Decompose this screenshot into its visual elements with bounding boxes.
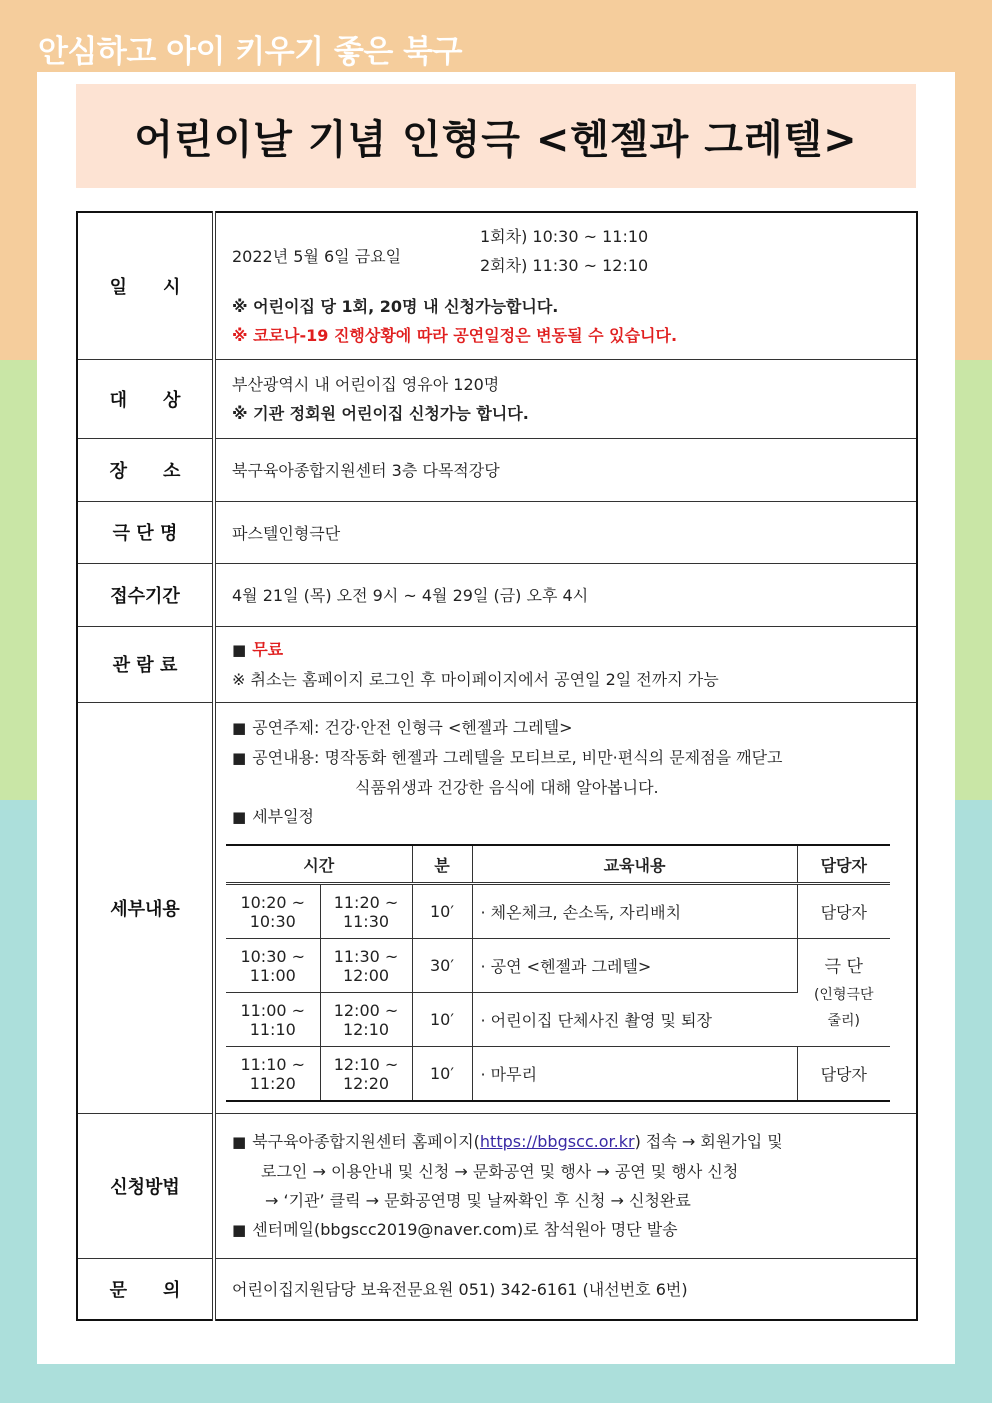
apply-line-1a: 북구육아종합지원센터 홈페이지( [252,1131,480,1151]
bullet-square-icon: ■ [232,1132,247,1151]
label-troupe: 극 단 명 [77,501,214,563]
cell-min: 30′ [412,939,472,993]
covid-note: ※ 코로나-19 진행상황에 따라 공연일정은 변동될 수 있습니다. [232,325,678,345]
cell-content: · 마무리 [472,1047,797,1102]
fee-free: 무료 [252,639,284,659]
schedule-table [226,844,890,1102]
cancel-note: ※ 취소는 홈페이지 로그인 후 마이페이지에서 공연일 2일 전까지 가능 [232,669,719,689]
time1-start: 10:20 ~ [240,892,306,912]
session-2: 2회차) 11:30 ~ 12:10 [480,255,649,275]
troupe-person-sub1: (인형극단 [813,986,874,1003]
label-schedule: 일 시 [77,212,214,359]
time2-end: 12:00 [342,965,390,985]
row-contact [77,1258,917,1320]
apply-line-2: 로그인 → 이용안내 및 신청 → 문화공연 및 행사 → 공연 및 행사 신청 [261,1161,739,1181]
cell-content: · 체온체크, 손소독, 자리배치 [472,884,797,939]
troupe-person: 극 단 [824,956,863,977]
bullet-square-icon: ■ [232,749,247,767]
row-schedule [77,212,917,359]
cell-min: 10′ [412,884,472,939]
header-person: 담당자 [797,845,890,884]
page-title: 어린이날 기념 인형극 <헨젤과 그레텔> [134,116,858,163]
table-row [226,884,890,939]
place-value: 북구육아종합지원센터 3층 다목적강당 [214,438,917,501]
table-row [226,939,890,993]
row-detail [77,702,917,1113]
period-value: 4월 21일 (목) 오전 9시 ~ 4월 29일 (금) 오후 4시 [214,563,917,626]
troupe-person-sub2: 줄리) [827,1012,860,1029]
detail-content-1: 공연내용: 명작동화 헨젤과 그레텔을 모티브로, 비만·편식의 문제점을 깨닫고 [252,748,783,767]
cell-min: 10′ [412,993,472,1047]
time2-start: 12:10 ~ [333,1054,399,1074]
label-target: 대 상 [77,359,214,438]
apply-line-3: → ‘기관’ 클릭 → 문화공연명 및 날짜확인 후 신청 → 신청완료 [265,1190,691,1210]
time2-start: 12:00 ~ [333,1000,399,1020]
time1-end: 11:20 [249,1073,296,1093]
detail-sub-heading: 세부일정 [252,807,315,826]
target-text: 부산광역시 내 어린이집 영유아 120명 [232,374,500,394]
header-content: 교육내용 [472,845,797,884]
slogan: 안심하고 아이 키우기 좋은 북구 [38,34,462,70]
session-1: 1회차) 10:30 ~ 11:10 [480,226,649,246]
time1-start: 11:10 ~ [240,1054,306,1074]
header-min: 분 [412,845,472,884]
time2-start: 11:20 ~ [333,892,399,912]
cell-content: · 공연 <헨젤과 그레텔> [472,939,797,993]
time2-start: 11:30 ~ [333,946,399,966]
row-period [77,563,917,626]
target-note: ※ 기관 정회원 어린이집 신청가능 합니다. [232,403,529,423]
row-apply [77,1113,917,1258]
row-place [77,438,917,501]
time1-end: 11:10 [249,1019,296,1039]
cell-person-troupe [797,939,890,1047]
session-list [480,222,648,280]
bullet-square-icon: ■ [232,1220,247,1239]
apply-line-4: 센터메일(bbgscc2019@naver.com)로 참석원아 명단 발송 [252,1219,678,1239]
table-row [226,1047,890,1102]
time2-end: 12:20 [342,1073,390,1093]
label-apply: 신청방법 [77,1113,214,1258]
detail-content-2: 식품위생과 건강한 음식에 대해 알아봅니다. [355,778,659,797]
time1-end: 11:00 [249,965,296,985]
contact-value: 어린이집지원담당 보육전문요원 051) 342-6161 (내선번호 6번) [232,1280,688,1300]
table-row [226,993,890,1047]
label-detail: 세부내용 [77,702,214,1113]
label-contact: 문 의 [77,1258,214,1320]
time1-start: 11:00 ~ [240,1000,306,1020]
cell-min: 10′ [412,1047,472,1102]
detail-theme: 공연주제: 건강·안전 인형극 <헨젤과 그레텔> [252,718,573,737]
limit-note: ※ 어린이집 당 1회, 20명 내 신청가능합니다. [232,296,559,316]
cell-person: 담당자 [820,1065,867,1084]
title-box [76,84,916,188]
bullet-square-icon: ■ [232,640,247,659]
bullet-square-icon: ■ [232,808,247,826]
time1-end: 10:30 [249,911,296,931]
troupe-value: 파스텔인형극단 [214,501,917,563]
time2-end: 12:10 [342,1019,390,1039]
event-date: 2022년 5월 6일 금요일 [232,246,402,266]
row-troupe [77,501,917,563]
info-table [76,211,918,1321]
label-place: 장 소 [77,438,214,501]
cell-person: 담당자 [797,884,890,939]
label-fee: 관 람 료 [77,626,214,702]
apply-line-1b: ) 접속 → 회원가입 및 [634,1131,783,1151]
time2-end: 11:30 [342,911,390,931]
homepage-link[interactable]: https://bbgscc.or.kr [479,1131,635,1151]
header-time: 시간 [226,845,412,884]
label-period: 접수기간 [77,563,214,626]
row-fee [77,626,917,702]
cell-content: · 어린이집 단체사진 촬영 및 퇴장 [472,993,797,1047]
row-target [77,359,917,438]
bullet-square-icon: ■ [232,719,247,737]
time1-start: 10:30 ~ [240,946,306,966]
